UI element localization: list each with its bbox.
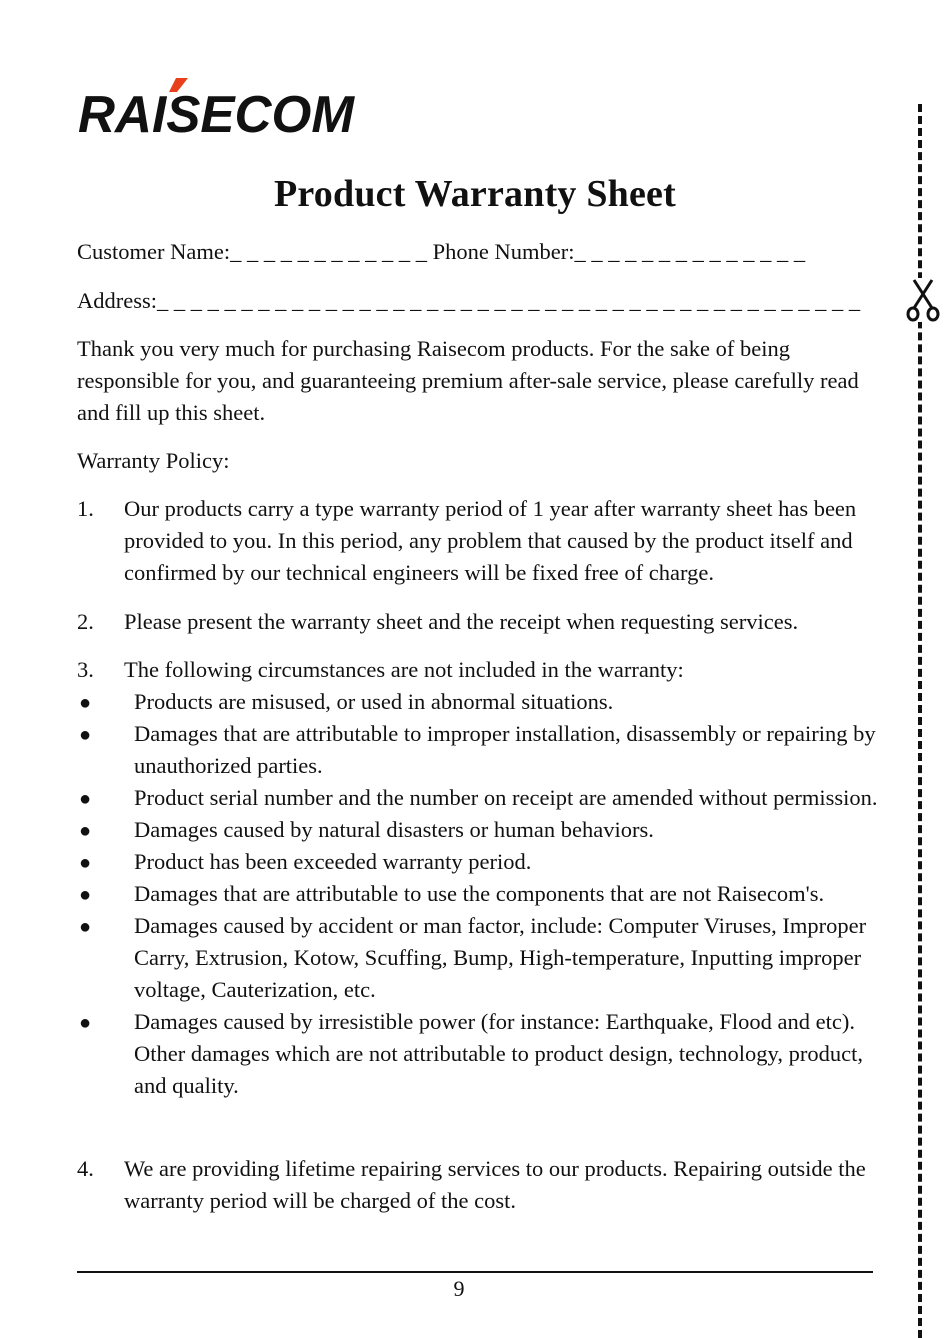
footer-divider (77, 1271, 873, 1273)
exclusion-list (77, 686, 887, 1102)
item-text: Please present the warranty sheet and the receipt when requesting services. (124, 609, 799, 634)
item-text: The following circumstances are not included in the warranty: (124, 657, 684, 682)
policy-item-1 (77, 493, 887, 589)
address-field[interactable]: Address:_ _ _ _ _ _ _ _ _ _ _ _ _ _ _ _ _ _ _ _ _ _ _ _ _ _ _ _ _ _ _ _ _ _ _ _ _ _ _ _ _ _ (77, 288, 861, 313)
exclusion-item: ● Damages caused by irresistible power (for instance: Earthquake, Flood and etc). Other damages which are not attributable to product design, technology, product, and quality. (79, 1009, 863, 1098)
bullet-icon: ● (79, 916, 92, 938)
bullet-icon: ● (79, 820, 92, 842)
page-title: Product Warranty Sheet (274, 173, 676, 215)
bullet-icon: ● (79, 724, 92, 746)
customer-phone-line (77, 236, 805, 268)
exclusion-item: ● Products are misused, or used in abnormal situations. (79, 689, 614, 714)
phone-number-field[interactable]: Phone Number:_ _ _ _ _ _ _ _ _ _ _ _ _ _ (432, 239, 806, 264)
exclusion-item: ● Damages caused by natural disasters or human behaviors. (79, 817, 654, 842)
bullet-icon: ● (79, 884, 92, 906)
exclusion-item: ● Damages caused by accident or man factor, include: Computer Viruses, Improper Carry, Extrusion, Kotow, Scuffing, Bump, High-temperature, Inputting improper voltage, Cauterization, etc. (79, 913, 867, 1002)
exclusion-item: ● Damages that are attributable to use the components that are not Raisecom's. (79, 881, 825, 906)
bullet-icon: ● (79, 1012, 92, 1034)
page-number: 9 (453, 1276, 465, 1301)
policy-item-2 (77, 606, 887, 638)
bullet-icon: ● (79, 788, 92, 810)
bullet-icon: ● (79, 852, 92, 874)
item-text: We are providing lifetime repairing services to our products. Repairing outside the warranty period will be charged of the cost. (124, 1156, 866, 1213)
customer-name-field[interactable]: Customer Name:_ _ _ _ _ _ _ _ _ _ _ _ (77, 239, 427, 264)
item-number: 4. (77, 1156, 94, 1181)
item-number: 1. (77, 496, 94, 521)
intro-paragraph: Thank you very much for purchasing Raisecom products. For the sake of being responsible for you, and guaranteeing premium after-sale service, please carefully read and fill up this sheet. (77, 336, 859, 425)
policy-item-4 (77, 1153, 887, 1217)
exclusion-item: ● Product serial number and the number on receipt are amended without permission. (79, 785, 878, 810)
exclusion-item: ● Damages that are attributable to improper installation, disassembly or repairing by unauthorized parties. (79, 721, 876, 778)
policy-item-3 (77, 654, 887, 686)
bullet-icon: ● (79, 692, 92, 714)
raisecom-logo (78, 78, 358, 136)
item-text: Our products carry a type warranty period of 1 year after warranty sheet has been provided to you. In this period, any problem that caused by the product itself and confirmed by our technical engineers will be fixed free of charge. (124, 496, 857, 585)
item-number: 3. (77, 657, 94, 682)
item-number: 2. (77, 609, 94, 634)
exclusion-item: ● Product has been exceeded warranty period. (79, 849, 532, 874)
logo-text: RAISECOM (78, 86, 356, 136)
policy-heading: Warranty Policy: (77, 448, 230, 473)
scissors-icon (906, 278, 940, 322)
